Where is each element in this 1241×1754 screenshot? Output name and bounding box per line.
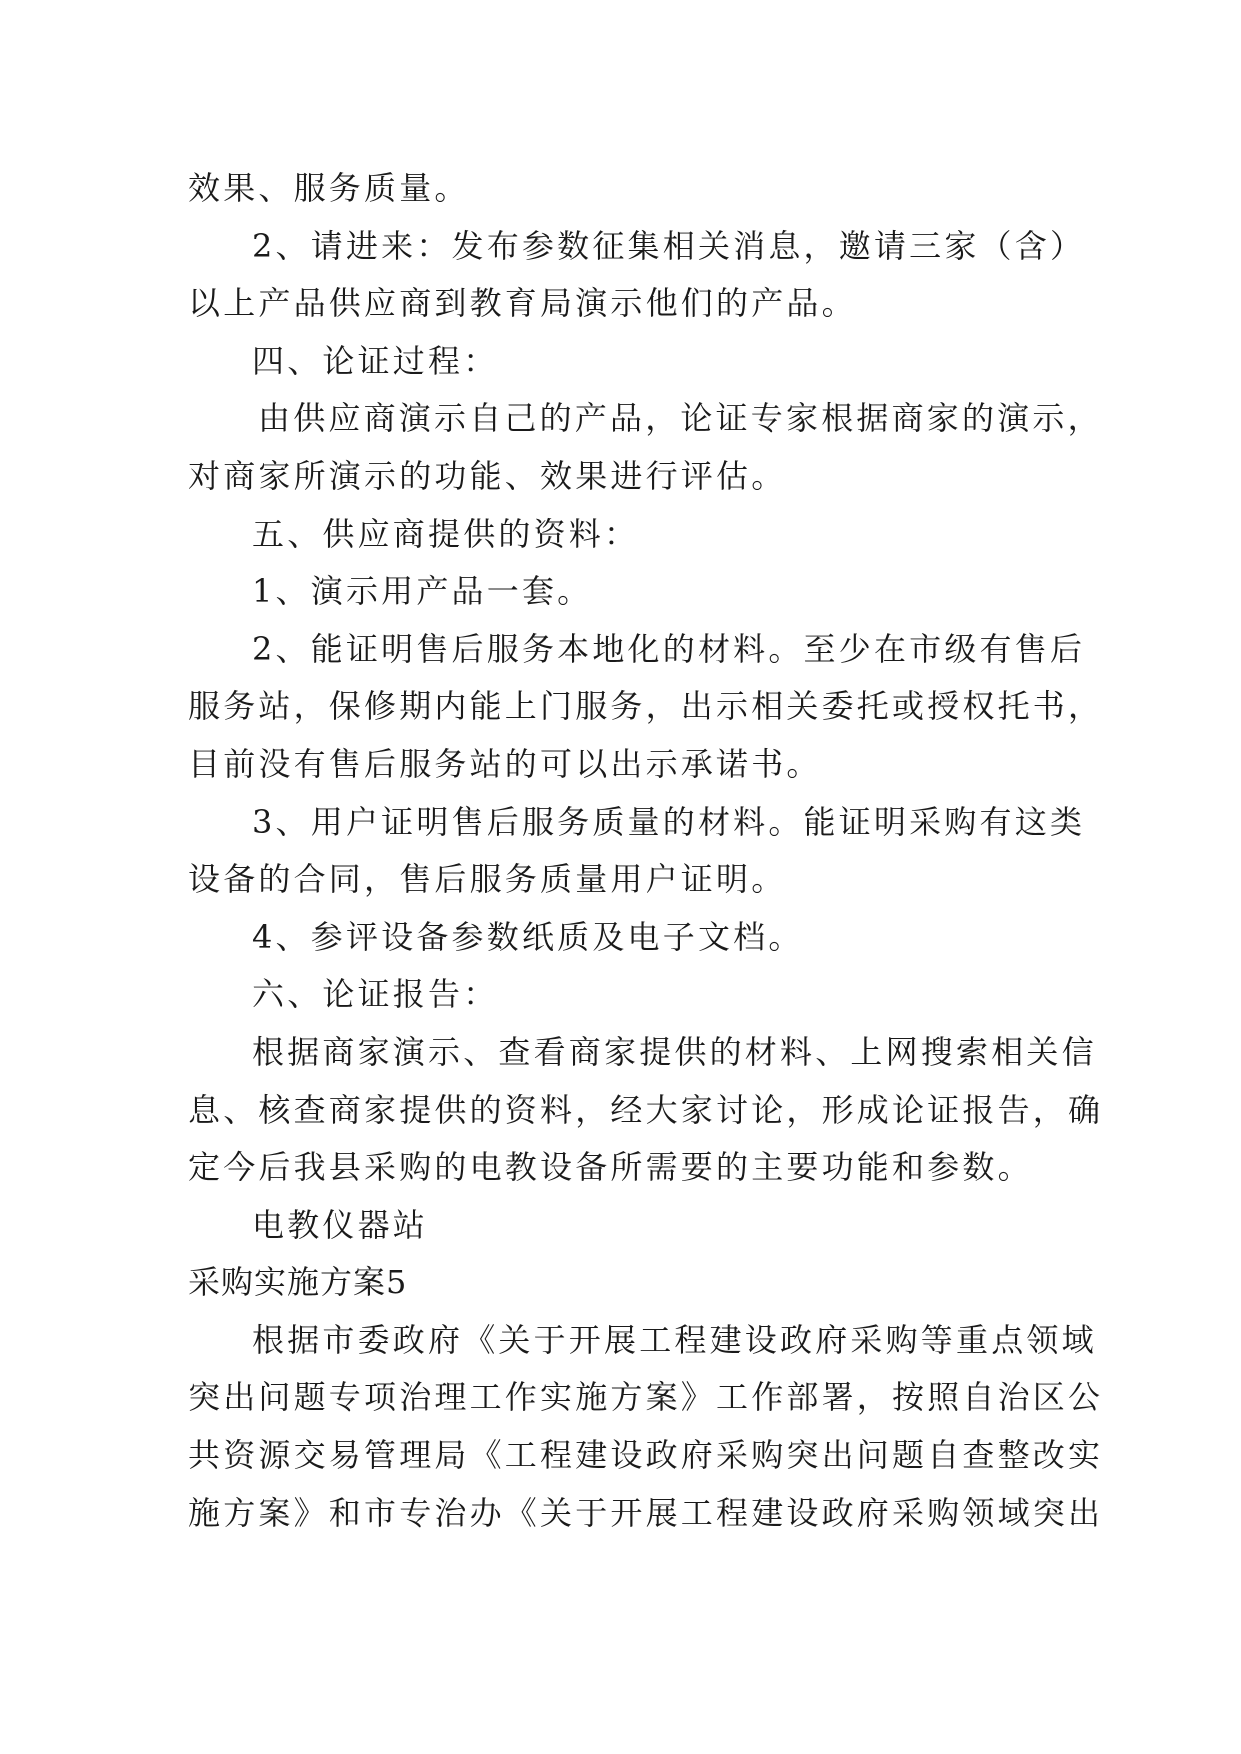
paragraph-line: 1、演示用产品一套。 (252, 572, 593, 611)
section-heading: 六、论证报告： (252, 975, 499, 1014)
paragraph-line: 服务站，保修期内能上门服务，出示相关委托或授权托书， (188, 687, 1104, 726)
paragraph-line: 3、用户证明售后服务质量的材料。能证明采购有这类 (252, 802, 1086, 841)
paragraph-line: 2、能证明售后服务本地化的材料。至少在市级有售后 (252, 629, 1086, 668)
paragraph-line: 以上产品供应商到教育局演示他们的产品。 (188, 284, 857, 323)
paragraph-line: 由供应商演示自己的产品，论证专家根据商家的演示， (258, 399, 1103, 438)
paragraph-line: 息、核查商家提供的资料，经大家讨论，形成论证报告，确 (188, 1090, 1104, 1129)
paragraph-line: 4、参评设备参数纸质及电子文档。 (252, 917, 804, 956)
document-body (188, 160, 1104, 1542)
paragraph-line: 效果、服务质量。 (188, 169, 470, 207)
section-heading: 四、论证过程： (252, 341, 499, 380)
paragraph-line: 施方案》和市专治办《关于开展工程建设政府采购领域突出 (188, 1493, 1104, 1532)
paragraph-line: 突出问题专项治理工作实施方案》工作部署，按照自治区公 (188, 1378, 1104, 1417)
paragraph-line: 对商家所演示的功能、效果进行评估。 (188, 456, 787, 495)
paragraph-line: 根据市委政府《关于开展工程建设政府采购等重点领域 (252, 1320, 1097, 1359)
paragraph-line: 共资源交易管理局《工程建设政府采购突出问题自查整改实 (188, 1436, 1104, 1475)
paragraph-line: 根据商家演示、查看商家提供的材料、上网搜索相关信 (252, 1032, 1097, 1071)
paragraph-line: 目前没有售后服务站的可以出示承诺书。 (188, 744, 822, 783)
section-heading: 五、供应商提供的资料： (252, 514, 640, 553)
paragraph-line: 定今后我县采购的电教设备所需要的主要功能和参数。 (188, 1148, 1033, 1187)
paragraph-line: 2、请进来：发布参数征集相关消息，邀请三家（含） (252, 226, 1086, 265)
document-title: 采购实施方案5 (188, 1263, 408, 1302)
paragraph-line: 设备的合同，售后服务质量用户证明。 (188, 860, 787, 899)
signature-line: 电教仪器站 (252, 1205, 429, 1244)
